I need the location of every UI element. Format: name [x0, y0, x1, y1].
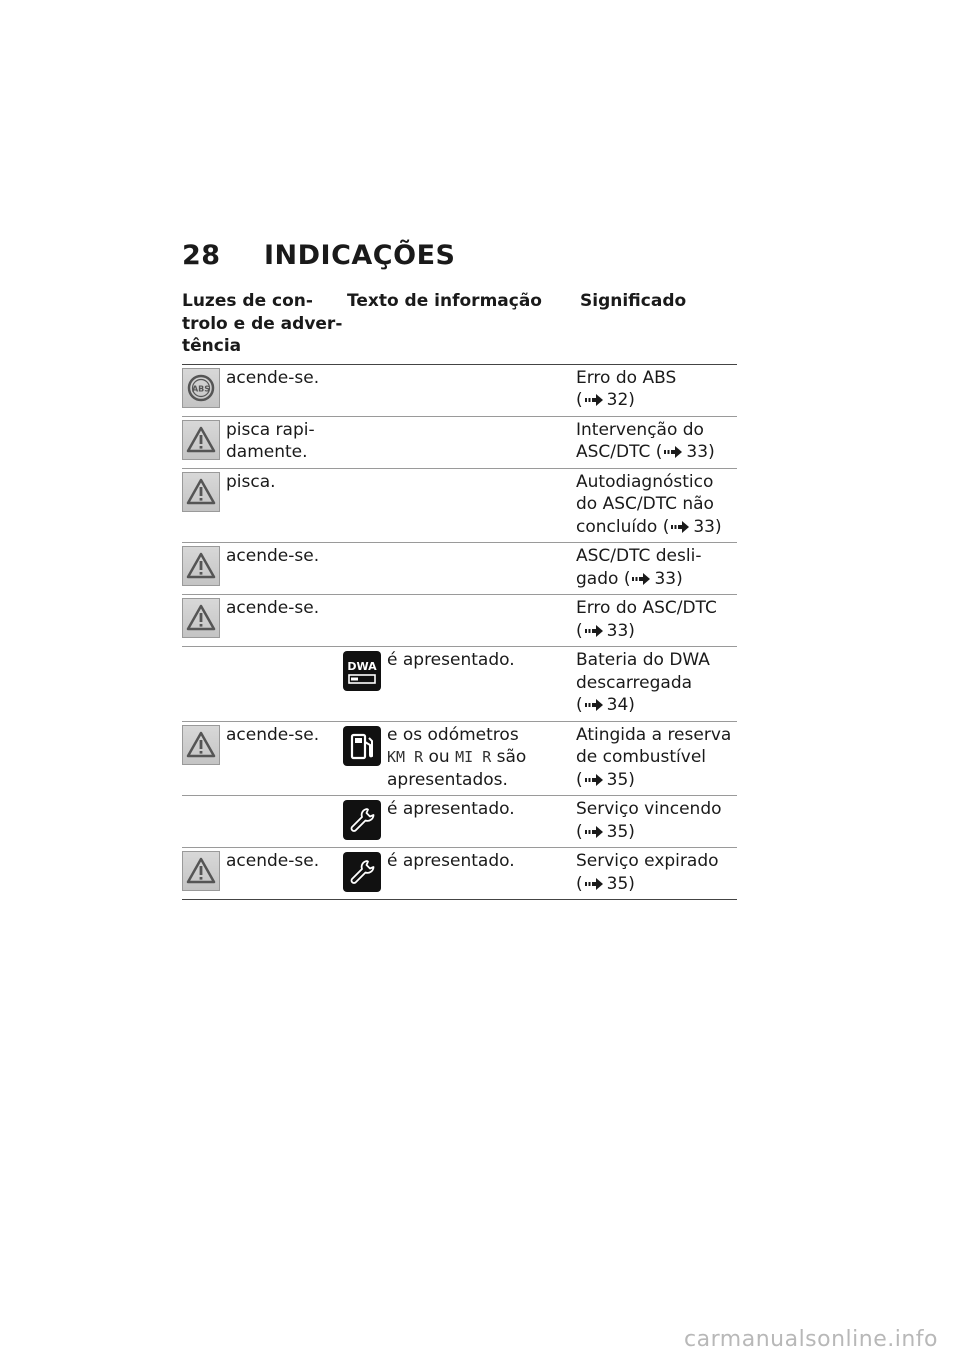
info-cell [343, 597, 576, 642]
info-text [387, 850, 576, 873]
meaning-text: Erro do ASC/DTC [576, 598, 717, 618]
lamp-text: acende-se. [226, 598, 320, 618]
reference-arrow-icon [664, 446, 684, 458]
reference-arrow-icon [585, 774, 605, 786]
lamp-text: pisca rapi-damente. [226, 419, 315, 462]
lamp-cell [182, 419, 343, 464]
table-row [182, 647, 737, 722]
lamp-text: pisca. [226, 471, 276, 492]
column-header-info: Texto de informação [347, 291, 542, 311]
info-cell [343, 649, 576, 717]
meaning-cell [576, 597, 737, 642]
meaning-text: Erro do ABS [576, 367, 677, 388]
table-row [182, 365, 737, 417]
lamp-text: acende-se. [226, 851, 320, 871]
table-header [182, 290, 737, 365]
meaning-cell [576, 367, 737, 412]
meaning-cell [576, 419, 737, 464]
warning-triangle-icon [182, 851, 220, 891]
info-cell [343, 724, 576, 792]
warning-triangle-icon [182, 598, 220, 638]
table-row [182, 796, 737, 848]
wrench-icon [343, 852, 381, 892]
meaning-cell [576, 850, 737, 895]
meaning-cell [576, 649, 737, 717]
meaning-text: ASC/DTC desli-gado [576, 546, 702, 589]
watermark: carmanualsonline.info [684, 1327, 938, 1352]
info-text [387, 724, 576, 792]
lamp-cell [182, 367, 343, 412]
lamp-text: acende-se. [226, 367, 320, 388]
lamp-cell [182, 724, 343, 792]
lamp-cell [182, 471, 343, 539]
meaning-text: Intervenção do ASC/DTC [576, 419, 704, 462]
reference-arrow-icon [585, 699, 605, 711]
svg-text:DWA: DWA [347, 660, 377, 673]
info-mid: ou [428, 747, 450, 767]
lamp-text: acende-se. [226, 724, 320, 745]
page-title: INDICAÇÕES [264, 240, 456, 271]
dwa-icon [343, 651, 381, 691]
reference-page-number: 33 [686, 442, 709, 462]
reference-page-number: 35 [606, 769, 629, 790]
table-row [182, 417, 737, 469]
page-reference[interactable]: ( 34) [576, 695, 635, 715]
info-cell [343, 367, 576, 412]
indicator-table [182, 290, 737, 900]
reference-arrow-icon [671, 521, 691, 533]
lamp-cell [182, 798, 343, 843]
info-prefix: e os odómetros [387, 724, 519, 745]
reference-page-number: 33 [654, 568, 677, 589]
lamp-cell [182, 597, 343, 642]
warning-triangle-icon [182, 546, 220, 586]
odometer-km: KM R [387, 748, 424, 766]
meaning-cell [576, 471, 737, 539]
odometer-mi: MI R [455, 748, 492, 766]
meaning-cell [576, 798, 737, 843]
wrench-icon [343, 800, 381, 840]
abs-icon [182, 368, 220, 408]
reference-arrow-icon [585, 878, 605, 890]
fuel-pump-icon [343, 726, 381, 766]
reference-arrow-icon [585, 826, 605, 838]
info-suffix: são apresentados. [387, 747, 527, 790]
page-header [182, 240, 455, 271]
page-reference[interactable]: ( 35) [576, 873, 635, 894]
table-row [182, 469, 737, 544]
info-cell [343, 471, 576, 539]
warning-triangle-icon [182, 472, 220, 512]
page-reference[interactable]: ( 33) [662, 516, 722, 537]
table-row [182, 543, 737, 595]
page-reference[interactable]: ( 35) [576, 821, 635, 842]
page-reference[interactable]: ( 32) [576, 390, 635, 410]
reference-arrow-icon [632, 573, 652, 585]
reference-arrow-icon [585, 394, 605, 406]
info-cell [343, 798, 576, 843]
reference-arrow-icon [585, 625, 605, 637]
page-number: 28 [182, 240, 221, 271]
table-row [182, 722, 737, 797]
table-row [182, 848, 737, 900]
info-cell [343, 850, 576, 895]
lamp-cell [182, 850, 343, 895]
warning-triangle-icon [182, 420, 220, 460]
meaning-cell [576, 545, 737, 590]
reference-page-number: 33 [693, 516, 715, 537]
page-reference[interactable]: ( 33) [623, 568, 683, 589]
reference-page-number: 33 [606, 620, 629, 641]
info-text [387, 798, 576, 821]
meaning-text: Serviço expirado [576, 851, 719, 871]
reference-page-number: 32 [606, 390, 629, 410]
page-reference[interactable]: ( 33) [655, 442, 715, 462]
lamp-cell [182, 649, 343, 717]
info-prefix: é apresentado. [387, 650, 515, 670]
meaning-text: Atingida a reserva de combustível [576, 724, 732, 767]
lamp-cell [182, 545, 343, 590]
svg-text:ABS: ABS [191, 384, 211, 393]
meaning-text: Autodiagnóstico do ASC/DTC não concluído [576, 471, 714, 537]
info-cell [343, 419, 576, 464]
table-body [182, 365, 737, 901]
meaning-cell [576, 724, 737, 792]
info-text [387, 649, 576, 672]
column-header-lamps: Luzes de con-trolo e de adver-tência [182, 291, 343, 356]
warning-triangle-icon [182, 725, 220, 765]
meaning-text: Serviço vincendo [576, 799, 722, 819]
info-prefix: é apresentado. [387, 851, 515, 871]
lamp-text: acende-se. [226, 546, 320, 566]
page-reference[interactable]: ( 33) [576, 620, 635, 641]
reference-page-number: 35 [606, 821, 629, 842]
info-prefix: é apresentado. [387, 799, 515, 819]
table-row [182, 595, 737, 647]
reference-page-number: 34 [606, 695, 629, 715]
column-header-meaning: Significado [580, 291, 687, 311]
info-cell [343, 545, 576, 590]
meaning-text: Bateria do DWA descarregada [576, 650, 710, 693]
reference-page-number: 35 [606, 873, 629, 894]
page-reference[interactable]: ( 35) [576, 769, 635, 790]
